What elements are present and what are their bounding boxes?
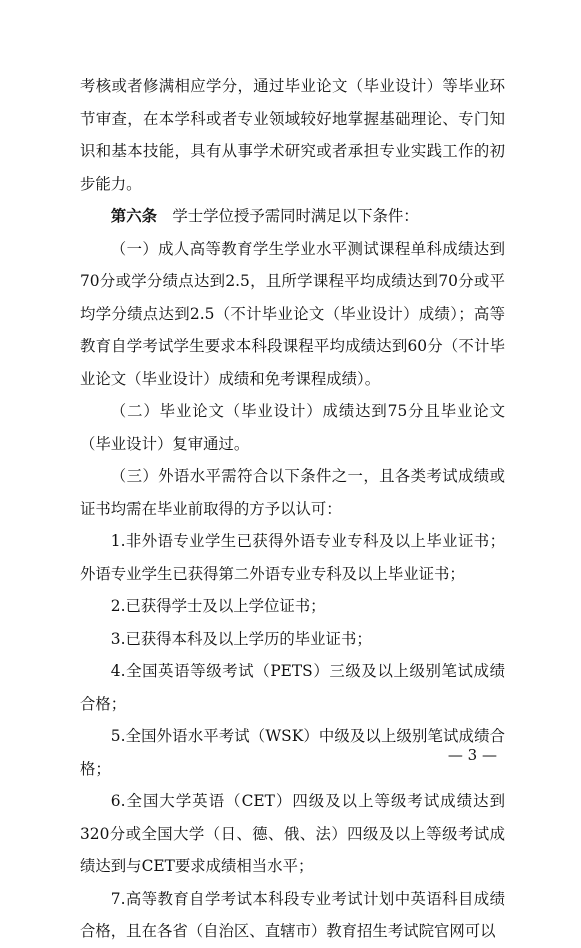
condition-1: （一）成人高等教育学生学业水平测试课程单科成绩达到70分或学分绩点达到2.5，且所学课程平均成绩达到70分或平均学分绩点达到2.5（不计毕业论文（毕业设计）成绩）；高等教育自学考试学生要求本科段课程平均成绩达到60分（不计毕业论文（毕业设计）成绩和免考课程成绩）。 [80, 239, 505, 388]
article-label: 第六条 [110, 207, 157, 225]
article-six-text: 学士学位授予需同时满足以下条件： [172, 207, 419, 225]
article-six [80, 200, 505, 233]
list-item-4: 4.全国英语等级考试（PETS）三级及以上级别笔试成绩合格； [80, 662, 505, 713]
page-number: — 3 — [447, 746, 497, 764]
list-item-6: 6.全国大学英语（CET）四级及以上等级考试成绩达到320分或全国大学（日、德、俄、法）四级及以上等级考试成绩达到与CET要求成绩相当水平； [80, 792, 505, 875]
list-item-7: 7.高等教育自学考试本科段专业考试计划中英语科目成绩合格，且在各省（自治区、直辖市）教育招生考试院官网可以 [80, 889, 505, 940]
condition-3: （三）外语水平需符合以下条件之一，且各类考试成绩或证书均需在毕业前取得的方予以认可： [80, 467, 505, 518]
list-item-5: 5.全国外语水平考试（WSK）中级及以上级别笔试成绩合格； [80, 727, 505, 778]
list-item-2: 2.已获得学士及以上学位证书； [110, 597, 326, 615]
list-item-1: 1.非外语专业学生已获得外语专业专科及以上毕业证书；外语专业学生已获得第二外语专业专科及以上毕业证书； [80, 532, 505, 583]
condition-2: （二）毕业论文（毕业设计）成绩达到75分且毕业论文（毕业设计）复审通过。 [80, 402, 505, 453]
document-body [80, 70, 505, 948]
list-item-3: 3.已获得本科及以上学历的毕业证书； [110, 629, 372, 648]
paragraph-continuation: 考核或者修满相应学分，通过毕业论文（毕业设计）等毕业环节审查，在本学科或者专业领域较好地掌握基础理论、专门知识和基本技能，具有从事学术研究或者承担专业实践工作的初步能力。 [80, 77, 505, 193]
